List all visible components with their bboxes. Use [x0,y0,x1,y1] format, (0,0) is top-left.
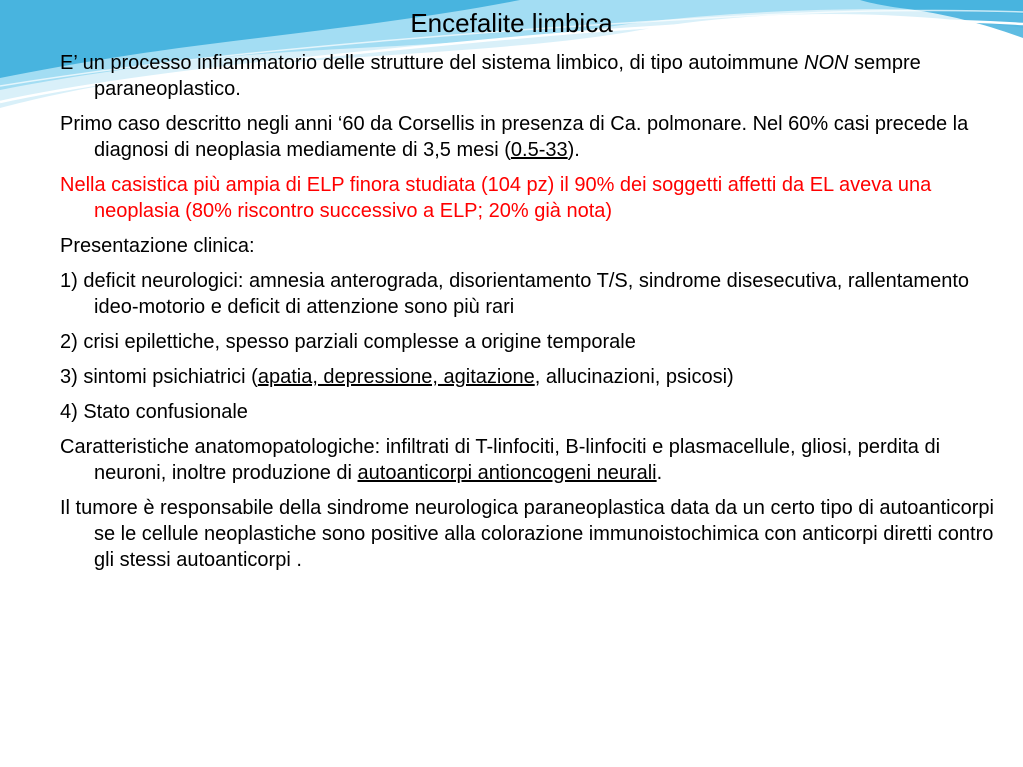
slide-title: Encefalite limbica [410,8,613,38]
paragraph-pathology [60,434,995,486]
paragraph-item-2: 2) crisi epilettiche, spesso parziali complesse a origine temporale [60,331,636,353]
autoantibodies-underlined: autoanticorpi antioncogeni neurali [357,462,657,484]
symptoms-underlined: apatia, depressione, agitazione [257,366,535,388]
slide-body [60,50,995,582]
paragraph-item-1: 1) deficit neurologici: amnesia anterograda, disorientamento T/S, sindrome disesecutiva, rallentamento ideo-motorio e deficit di attenzione sono più rari [60,270,970,318]
paragraph-history-text: Primo caso descritto negli anni ‘60 da Corsellis in presenza di Ca. polmonare. Nel 60% casi precede la diagnosi di neoplasia mediamente di 3,5 mesi ( [60,113,969,161]
paragraph-item-3 [60,364,995,390]
paragraph-case-series: Nella casistica più ampia di ELP finora studiata (104 pz) il 90% dei soggetti affetti da EL aveva una neoplasia (80% riscontro successivo a ELP; 20% già nota) [60,174,932,222]
paragraph-clinical-heading: Presentazione clinica: [60,235,255,257]
paragraph-pathology-end: . [656,462,663,484]
paragraph-history [60,111,995,163]
paragraph-tumor: Il tumore è responsabile della sindrome neurologica paraneoplastica data da un certo tipo di autoanticorpi se le cellule neoplastiche sono positive alla colorazione immunoistochimica con anticorpi diretti contro gli stessi autoanticorpi . [60,497,994,571]
paragraph-item-3-end: , allucinazioni, psicosi) [534,366,734,388]
emphasis-non: NON [804,52,849,74]
paragraph-item-3-text: 3) sintomi psichiatrici ( [60,366,258,388]
paragraph-item-4: 4) Stato confusionale [60,401,248,423]
paragraph-pathology-text: Caratteristiche anatomopatologiche: infiltrati di T-linfociti, B-linfociti e plasmacellule, gliosi, perdita di neuroni, inoltre produzione di [60,436,941,484]
paragraph-definition-text: E’ un processo infiammatorio delle strutture del sistema limbico, di tipo autoimmune [60,52,805,74]
paragraph-history-end: ). [567,139,580,161]
range-underlined: 0.5-33 [510,139,568,161]
paragraph-definition-end: sempre paraneoplastico. [94,52,921,100]
paragraph-definition [60,50,995,102]
